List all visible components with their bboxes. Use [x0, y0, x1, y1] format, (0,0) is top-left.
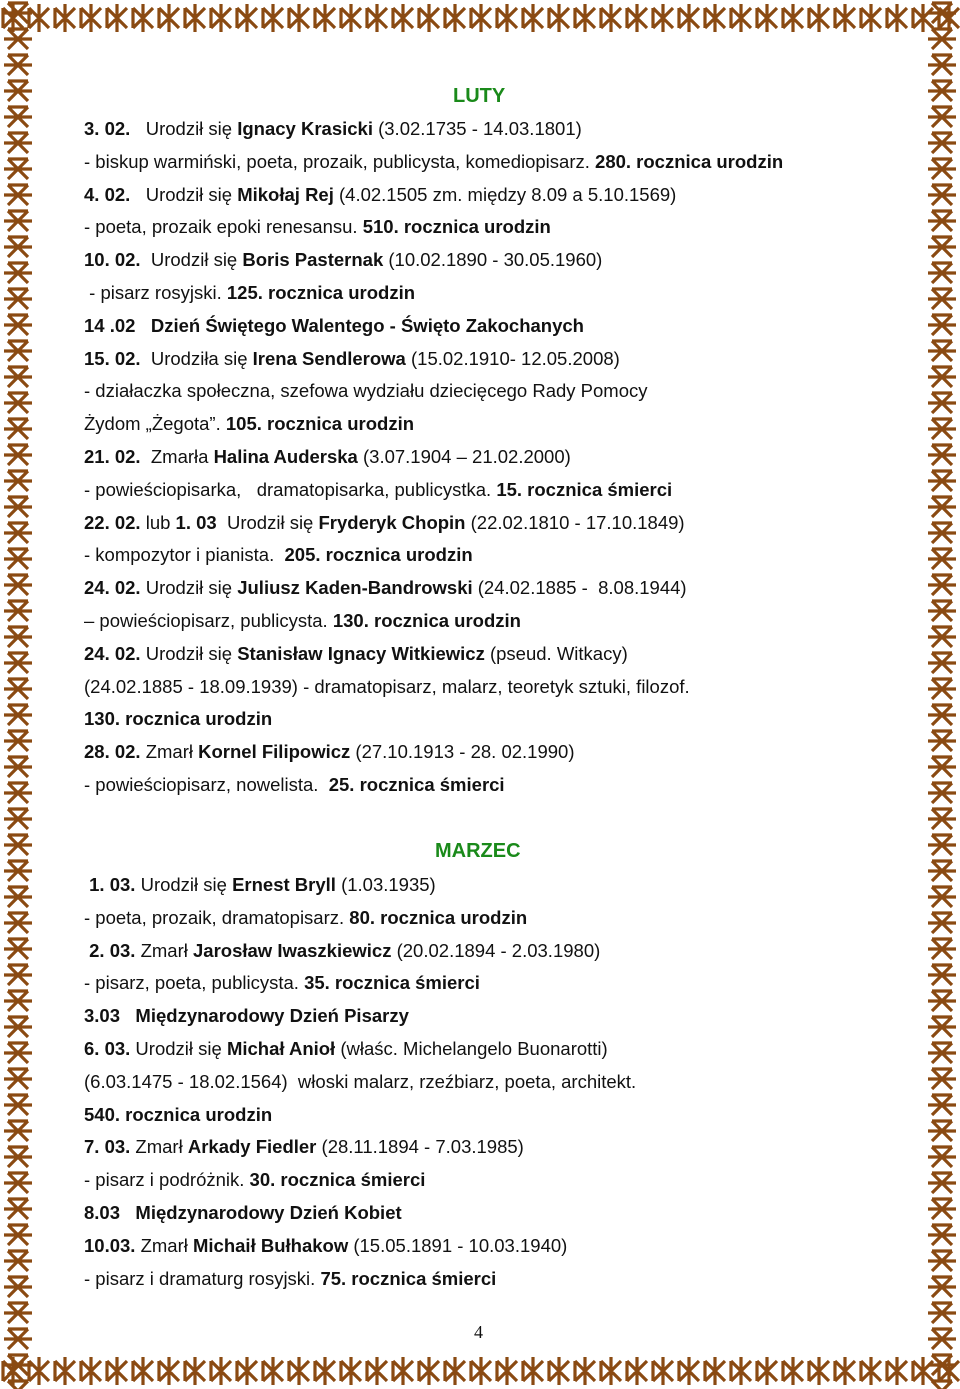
calendar-entry-line [84, 675, 690, 699]
text: (4.02.1505 zm. między 8.09 a 5.10.1569) [333, 183, 677, 205]
calendar-entry-line [84, 1103, 272, 1127]
bold-text: 105. rocznica urodzin [225, 413, 415, 435]
text: - pisarz i dramaturg rosyjski. [84, 1267, 321, 1289]
calendar-entry-line [84, 906, 527, 930]
bold-text: 125. rocznica urodzin [226, 282, 416, 303]
calendar-entry-line [84, 1168, 425, 1192]
calendar-entry-line [84, 412, 414, 436]
text: - poeta, prozaik, dramatopisarz. [84, 906, 350, 928]
text: Urodził się [130, 118, 238, 139]
calendar-entry-line [84, 1201, 402, 1225]
bold-text: Arkady Fiedler [187, 1136, 317, 1158]
calendar-entry-line [84, 773, 505, 797]
text: - kompozytor i pianista. [84, 544, 285, 566]
bold-text: Stanisław Ignacy Witkiewicz [237, 642, 485, 664]
calendar-entry-line [84, 379, 648, 403]
text: Zmarła [140, 446, 214, 467]
bold-text: 30. rocznica śmierci [249, 1169, 426, 1191]
calendar-entry-line [84, 150, 783, 174]
text: (właśc. Michelangelo Buonarotti) [335, 1038, 608, 1059]
text: (24.02.1885 - 8.08.1944) [472, 577, 687, 599]
text: (15.02.1910- 12.05.2008) [405, 347, 620, 369]
bold-text: 80. rocznica urodzin [349, 906, 528, 928]
bold-text: 130. rocznica urodzin [84, 708, 273, 730]
bold-text: 15. rocznica śmierci [496, 478, 673, 500]
bold-text: 7. 03. [84, 1136, 131, 1158]
text: (pseud. Witkacy) [484, 642, 628, 664]
text: (15.05.1891 - 10.03.1940) [348, 1234, 568, 1256]
calendar-entry-line [84, 1070, 636, 1094]
text: (20.02.1894 - 2.03.1980) [391, 939, 601, 961]
text: (3.02.1735 - 14.03.1801) [372, 118, 582, 139]
bold-text: 25. rocznica śmierci [328, 774, 505, 795]
text: - działaczka społeczna, szefowa wydziału dziecięcego Rady Pomocy [84, 380, 648, 402]
bold-text: Ernest Bryll [232, 874, 336, 895]
calendar-entry-line [84, 117, 582, 141]
calendar-entry-line [84, 642, 628, 666]
text: lub [140, 511, 176, 533]
month-heading-marzec: MARZEC [435, 840, 521, 862]
month-heading-luty: LUTY [453, 85, 506, 107]
text: Urodził się [140, 577, 238, 599]
text: (28.11.1894 - 7.03.1985) [316, 1136, 524, 1158]
bold-text: 21. 02. [84, 446, 141, 467]
text: Zmarł [130, 1136, 188, 1158]
calendar-entry-line [84, 281, 415, 305]
calendar-entry-line [84, 347, 620, 371]
calendar-entry-line [84, 445, 571, 469]
bold-text: 1. 03 [175, 511, 217, 533]
calendar-entry-line [84, 314, 584, 338]
bold-text: Michaił Bułhakow [193, 1234, 349, 1256]
text: - pisarz, poeta, publicysta. [84, 972, 305, 994]
bold-text: 2. 03. [84, 939, 136, 961]
bold-text: 14 .02 Dzień Świętego Walentego - Święto Zakochanych [84, 314, 584, 336]
text: Żydom „Żegota”. [84, 413, 226, 435]
calendar-entry-line [84, 1004, 409, 1028]
text: (22.02.1810 - 17.10.1849) [465, 511, 685, 533]
bold-text: 8.03 Międzynarodowy Dzień Kobiet [84, 1202, 402, 1223]
bold-text: 75. rocznica śmierci [320, 1267, 497, 1289]
text: (6.03.1475 - 18.02.1564) włoski malarz, rzeźbiarz, poeta, architekt. [84, 1070, 637, 1092]
bold-text: 3. 02. [84, 118, 131, 139]
calendar-entry-line [84, 707, 272, 731]
text: - poeta, prozaik epoki renesansu. [84, 216, 363, 238]
calendar-entry-line [84, 1037, 608, 1061]
bold-text: Fryderyk Chopin [318, 511, 466, 533]
bold-text: 35. rocznica śmierci [304, 972, 480, 994]
text: (3.07.1904 – 21.02.2000) [357, 446, 571, 467]
bold-text: Jarosław Iwaszkiewicz [193, 939, 392, 961]
bold-text: Mikołaj Rej [237, 183, 334, 205]
calendar-entry-line [84, 1267, 496, 1291]
text: Zmarł [135, 939, 193, 961]
text: Urodził się [216, 511, 319, 533]
bold-text: 6. 03. [84, 1038, 131, 1059]
calendar-entry-line [84, 215, 551, 239]
calendar-entry-line [84, 183, 676, 207]
page-number: 4 [474, 1322, 483, 1342]
text: Urodził się [130, 183, 238, 205]
bold-text: 24. 02. [84, 642, 141, 664]
text: (24.02.1885 - 18.09.1939) - dramatopisarz, malarz, teoretyk sztuki, filozof. [84, 675, 690, 697]
text: (10.02.1890 - 30.05.1960) [383, 249, 603, 271]
text: (27.10.1913 - 28. 02.1990) [350, 741, 575, 763]
bold-text: Juliusz Kaden-Bandrowski [237, 577, 473, 599]
bold-text: Irena Sendlerowa [252, 347, 406, 369]
text: Zmarł [135, 1234, 193, 1256]
bold-text: 510. rocznica urodzin [362, 216, 551, 238]
bold-text: 10.03. [84, 1234, 136, 1256]
calendar-entry-line [84, 576, 687, 600]
bold-text: 1. 03. [84, 874, 136, 895]
text: – powieściopisarz, publicysta. [84, 610, 333, 631]
text: Zmarł [140, 741, 199, 763]
text: Urodził się [140, 642, 238, 664]
bold-text: Halina Auderska [213, 446, 358, 467]
calendar-entry-line [84, 939, 600, 963]
bold-text: 24. 02. [84, 577, 141, 599]
text: - powieściopisarz, nowelista. [84, 774, 329, 795]
bold-text: 540. rocznica urodzin [84, 1103, 273, 1125]
text: - powieściopisarka, dramatopisarka, publicystka. [84, 478, 497, 500]
calendar-entry-line [84, 971, 480, 995]
bold-text: 280. rocznica urodzin [595, 150, 784, 172]
calendar-entry-line [84, 873, 436, 897]
bold-text: 28. 02. [84, 741, 141, 763]
bold-text: Michał Anioł [226, 1038, 336, 1059]
bold-text: 15. 02. [84, 347, 141, 369]
text: - pisarz i podróżnik. [84, 1169, 250, 1191]
bold-text: 205. rocznica urodzin [284, 544, 473, 566]
calendar-entry-line [84, 1234, 567, 1258]
calendar-entry-line [84, 511, 685, 535]
bold-text: 3.03 Międzynarodowy Dzień Pisarzy [84, 1005, 409, 1027]
calendar-entry-line [84, 1135, 524, 1159]
bold-text: Boris Pasternak [242, 249, 384, 271]
text: Urodził się [140, 249, 243, 271]
bold-text: Kornel Filipowicz [198, 741, 351, 763]
calendar-entry-line [84, 478, 672, 502]
text: Urodził się [130, 1038, 227, 1059]
bold-text: 4. 02. [84, 183, 131, 205]
text: - biskup warmiński, poeta, prozaik, publicysta, komediopisarz. [84, 150, 596, 172]
bold-text: 130. rocznica urodzin [332, 610, 521, 631]
text: (1.03.1935) [335, 874, 436, 895]
calendar-entry-line [84, 609, 521, 633]
calendar-entry-line [84, 543, 473, 567]
text: Urodziła się [140, 347, 253, 369]
calendar-entry-line [84, 248, 602, 272]
bold-text: 10. 02. [84, 249, 141, 271]
text: Urodził się [135, 874, 233, 895]
bold-text: 22. 02. [84, 511, 141, 533]
calendar-entry-line [84, 740, 575, 764]
text: - pisarz rosyjski. [84, 282, 227, 303]
bold-text: Ignacy Krasicki [237, 118, 373, 139]
